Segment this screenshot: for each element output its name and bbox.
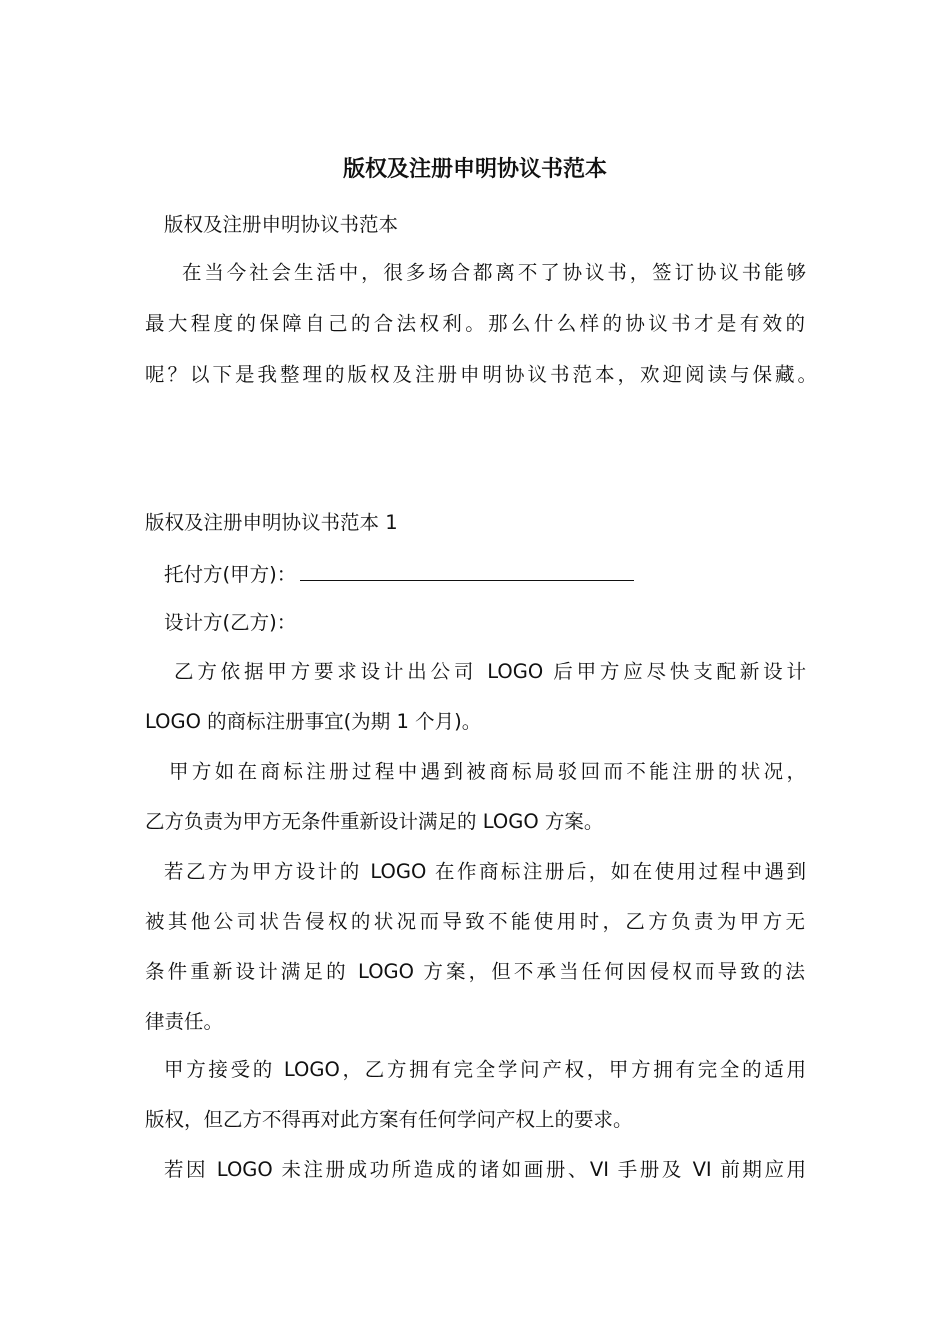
clause-line-6: 被其他公司状告侵权的状况而导致不能使用时，乙方负责为甲方无 <box>145 910 805 933</box>
party-a-blank <box>300 559 634 581</box>
clause-line-10: 版权，但乙方不得再对此方案有任何学问产权上的要求。 <box>145 1108 633 1131</box>
document-subtitle: 版权及注册申明协议书范本 <box>164 213 399 236</box>
document-title: 版权及注册申明协议书范本 <box>342 157 607 182</box>
party-a-line <box>164 559 634 590</box>
clause-line-9: 甲方接受的 LOGO，乙方拥有完全学问产权，甲方拥有完全的适用 <box>164 1058 806 1081</box>
clause-line-3: 甲方如在商标注册过程中遇到被商标局驳回而不能注册的状况， <box>169 760 806 783</box>
intro-line-1: 在当今社会生活中，很多场合都离不了协议书，签订协议书能够 <box>182 261 806 284</box>
intro-line-2: 最大程度的保障自己的合法权利。那么什么样的协议书才是有效的 <box>145 312 805 335</box>
clause-line-4: 乙方负责为甲方无条件重新设计满足的 LOGO 方案。 <box>145 810 604 833</box>
section-heading: 版权及注册申明协议书范本 1 <box>145 511 398 534</box>
clause-line-5: 若乙方为甲方设计的 LOGO 在作商标注册后，如在使用过程中遇到 <box>164 860 806 883</box>
party-b-label: 设计方(乙方)： <box>164 611 297 634</box>
clause-line-7: 条件重新设计满足的 LOGO 方案，但不承当任何因侵权而导致的法 <box>145 960 805 983</box>
party-a-label: 托付方(甲方)： <box>164 563 297 586</box>
clause-line-1: 乙方依据甲方要求设计出公司 LOGO 后甲方应尽快支配新设计 <box>174 660 806 683</box>
intro-line-3: 呢？以下是我整理的版权及注册申明协议书范本，欢迎阅读与保藏。 <box>145 363 817 386</box>
clause-line-11: 若因 LOGO 未注册成功所造成的诸如画册、VI 手册及 VI 前期应用 <box>164 1158 806 1181</box>
clause-line-2: LOGO 的商标注册事宜(为期 1 个月)。 <box>145 710 482 733</box>
clause-line-8: 律责任。 <box>145 1010 224 1033</box>
